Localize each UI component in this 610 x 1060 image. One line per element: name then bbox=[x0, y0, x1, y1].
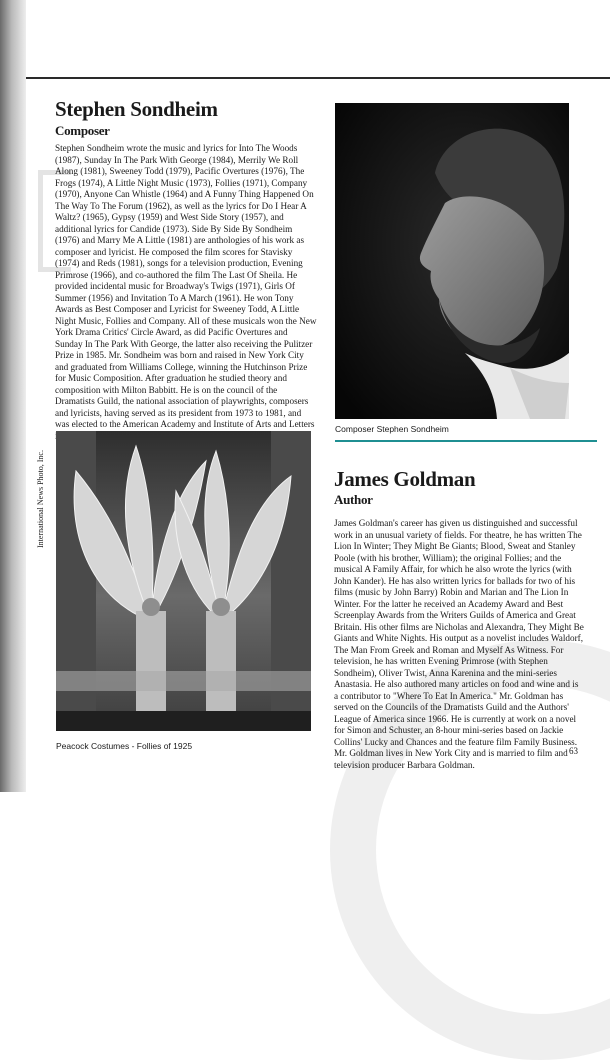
sondheim-heading: Stephen Sondheim bbox=[55, 97, 218, 121]
sondheim-bio: Stephen Sondheim wrote the music and lyrics for Into The Woods (1987), Sunday In The Park With George (1984), Merrily We Roll Along (1981), Sweeney Todd (1979), Pacific Overtures (1976), The Frogs (1974), A Little Night Music (1973), Follies (1971), Company (1970), Anyone Can Whistle (1964) and A Funny Thing Happened On The Way To The Forum (1962), as well as the lyrics for Do I Hear A Waltz? (1965), Gypsy (1959) and West Side Story (1957), and additional lyrics for Candide (1973). Side By Side By Sondheim (1976) and Marry Me A Little (1981) are anthologies of his work as composer and lyricist. He composed the film scores for Stavisky (1974) and Reds (1981), songs for a television production, Evening Primrose (1966), and co-authored the film The Last Of Sheila. He provided incidental music for Broadway's Twigs (1971), Girls Of Summer (1956) and Invitation To A March (1961). He won Tony Awards as Best Composer and Lyricist for Sweeney Todd, A Little Night Music, Follies and Company. All of these musicals won the New York Drama Critics' Circle Award, as did Pacific Overtures and Sunday In The Park With George, the latter also receiving the Pulitzer Prize in 1985. Mr. Sondheim was born and raised in New York City and graduated from Williams College, winning the Hutchinson Prize for Music Composition. After graduation he studied theory and composition with Milton Babbitt. He is on the council of the Dramatists Guild, the national association of playwrights, composers and lyricists, having served as its president from 1973 to 1981, and was elected to the American Academy and Institute of Arts and Letters bbox=[55, 143, 317, 429]
top-rule bbox=[26, 77, 610, 79]
binding-shadow bbox=[0, 0, 26, 792]
portrait-caption: Composer Stephen Sondheim bbox=[335, 424, 449, 434]
peacock-costumes-illustration bbox=[56, 431, 311, 731]
sondheim-role: Composer bbox=[55, 123, 110, 138]
page-number: 63 bbox=[569, 746, 578, 756]
peacock-costumes-photo bbox=[56, 431, 311, 731]
photo-credit: International News Photo, Inc. bbox=[36, 450, 45, 548]
sondheim-portrait-photo bbox=[335, 103, 569, 419]
sondheim-portrait-illustration bbox=[335, 103, 569, 419]
goldman-bio: James Goldman's career has given us distinguished and successful work in an unusual variety of fields. For theatre, he has written The Lion In Winter; They Might Be Giants; Blood, Sweat and Stanley Poole (with his brother, William); the original Follies; and the musical A Family Affair, for which he also wrote the lyrics (with John Kander). He has also written lyrics for ballads for two of his films (music by John Barry) Robin and Marian and The Lion In Winter. For the latter he received an Academy Award and Best Screenplay Awards from the Writers Guilds of America and Great Britain. His other films are Nicholas and Alexandra, They Might Be Giants and White Nights. His output as a novelist includes Waldorf, The Man From Greek and Roman and Myself As Witness. For television, he has written Evening Primrose (with Stephen Sondheim), Oliver Twist, Anna Karenina and the mini-series Anastasia. He also authored many articles on food and wine and is a contributor to "Where To Eat In America." Mr. Goldman has served on the Councils of the Dramatists Guild and the Authors' League of America since 1966. He is currently at work on a novel for Simon and Schuster, an 8-hour mini-series based on Jackie Collins' Lucky and Chances and the feature film Family Business. Mr. Goldman lives in New York City and is married to film and television producer Barbara Goldman. bbox=[334, 518, 584, 770]
goldman-heading: James Goldman bbox=[334, 467, 476, 491]
goldman-role: Author bbox=[334, 492, 373, 507]
costume-caption: Peacock Costumes - Follies of 1925 bbox=[56, 741, 193, 751]
caption-rule bbox=[335, 440, 597, 442]
